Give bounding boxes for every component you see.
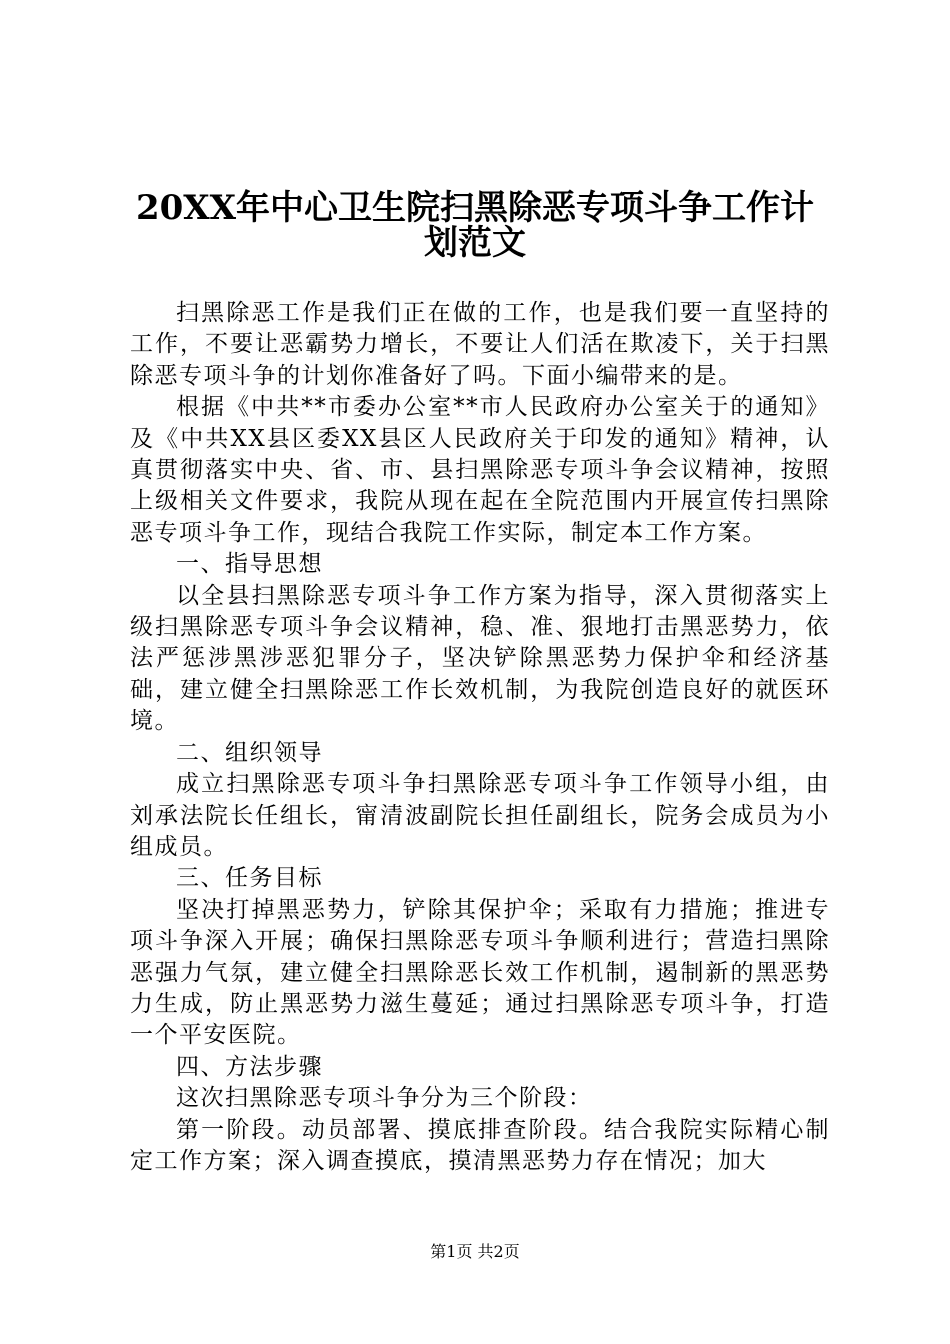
guiding-ideology-paragraph: 以全县扫黑除恶专项斗争工作方案为指导，深入贯彻落实上级扫黑除恶专项斗争会议精神，稳、准、狠地打击黑恶势力，依法严惩涉黑涉恶犯罪分子，坚决铲除黑恶势力保护伞和经济基础，建立健全扫黑除恶工作长效机制，为我院创造良好的就医环境。	[130, 582, 830, 735]
intro-paragraph: 扫黑除恶工作是我们正在做的工作，也是我们要一直坚持的工作，不要让恶霸势力增长，不要让人们活在欺凌下，关于扫黑除恶专项斗争的计划你准备好了吗。下面小编带来的是。	[130, 300, 830, 389]
section-heading-organization: 二、组织领导	[176, 739, 323, 766]
organization-paragraph: 成立扫黑除恶专项斗争扫黑除恶专项斗争工作领导小组，由刘承法院长任组长，甯清波副院长担任副组长，院务会成员为小组成员。	[130, 771, 830, 860]
steps-intro-paragraph: 这次扫黑除恶专项斗争分为三个阶段：	[176, 1085, 593, 1112]
document-title-line-1: 20XX年中心卫生院扫黑除恶专项斗争工作计	[135, 188, 815, 228]
section-heading-guiding-ideology: 一、指导思想	[176, 551, 323, 578]
phase-one-paragraph: 第一阶段。动员部署、摸底排查阶段。结合我院实际精心制定工作方案；深入调查摸底，摸清黑恶势力存在情况；加大	[130, 1116, 830, 1174]
basis-paragraph: 根据《中共**市委办公室**市人民政府办公室关于的通知》及《中共XX县区委XX县区人民政府关于印发的通知》精神，认真贯彻落实中央、省、市、县扫黑除恶专项斗争会议精神，按照上级相关文件要求，我院从现在起在全院范围内开展宣传扫黑除恶专项斗争工作，现结合我院工作实际，制定本工作方案。	[130, 394, 830, 546]
section-heading-objectives: 三、任务目标	[176, 865, 323, 892]
page-number-footer: 第1页 共2页	[430, 1242, 520, 1261]
document-title-line-2: 划范文	[424, 223, 526, 263]
objectives-paragraph: 坚决打掉黑恶势力，铲除其保护伞；采取有力措施；推进专项斗争深入开展；确保扫黑除恶专项斗争顺利进行；营造扫黑除恶强力气氛，建立健全扫黑除恶长效工作机制，遏制新的黑恶势力生成，防止黑恶势力滋生蔓延；通过扫黑除恶专项斗争，打造一个平安医院。	[130, 896, 830, 1049]
section-heading-steps: 四、方法步骤	[176, 1053, 323, 1080]
document-body	[130, 298, 830, 1177]
